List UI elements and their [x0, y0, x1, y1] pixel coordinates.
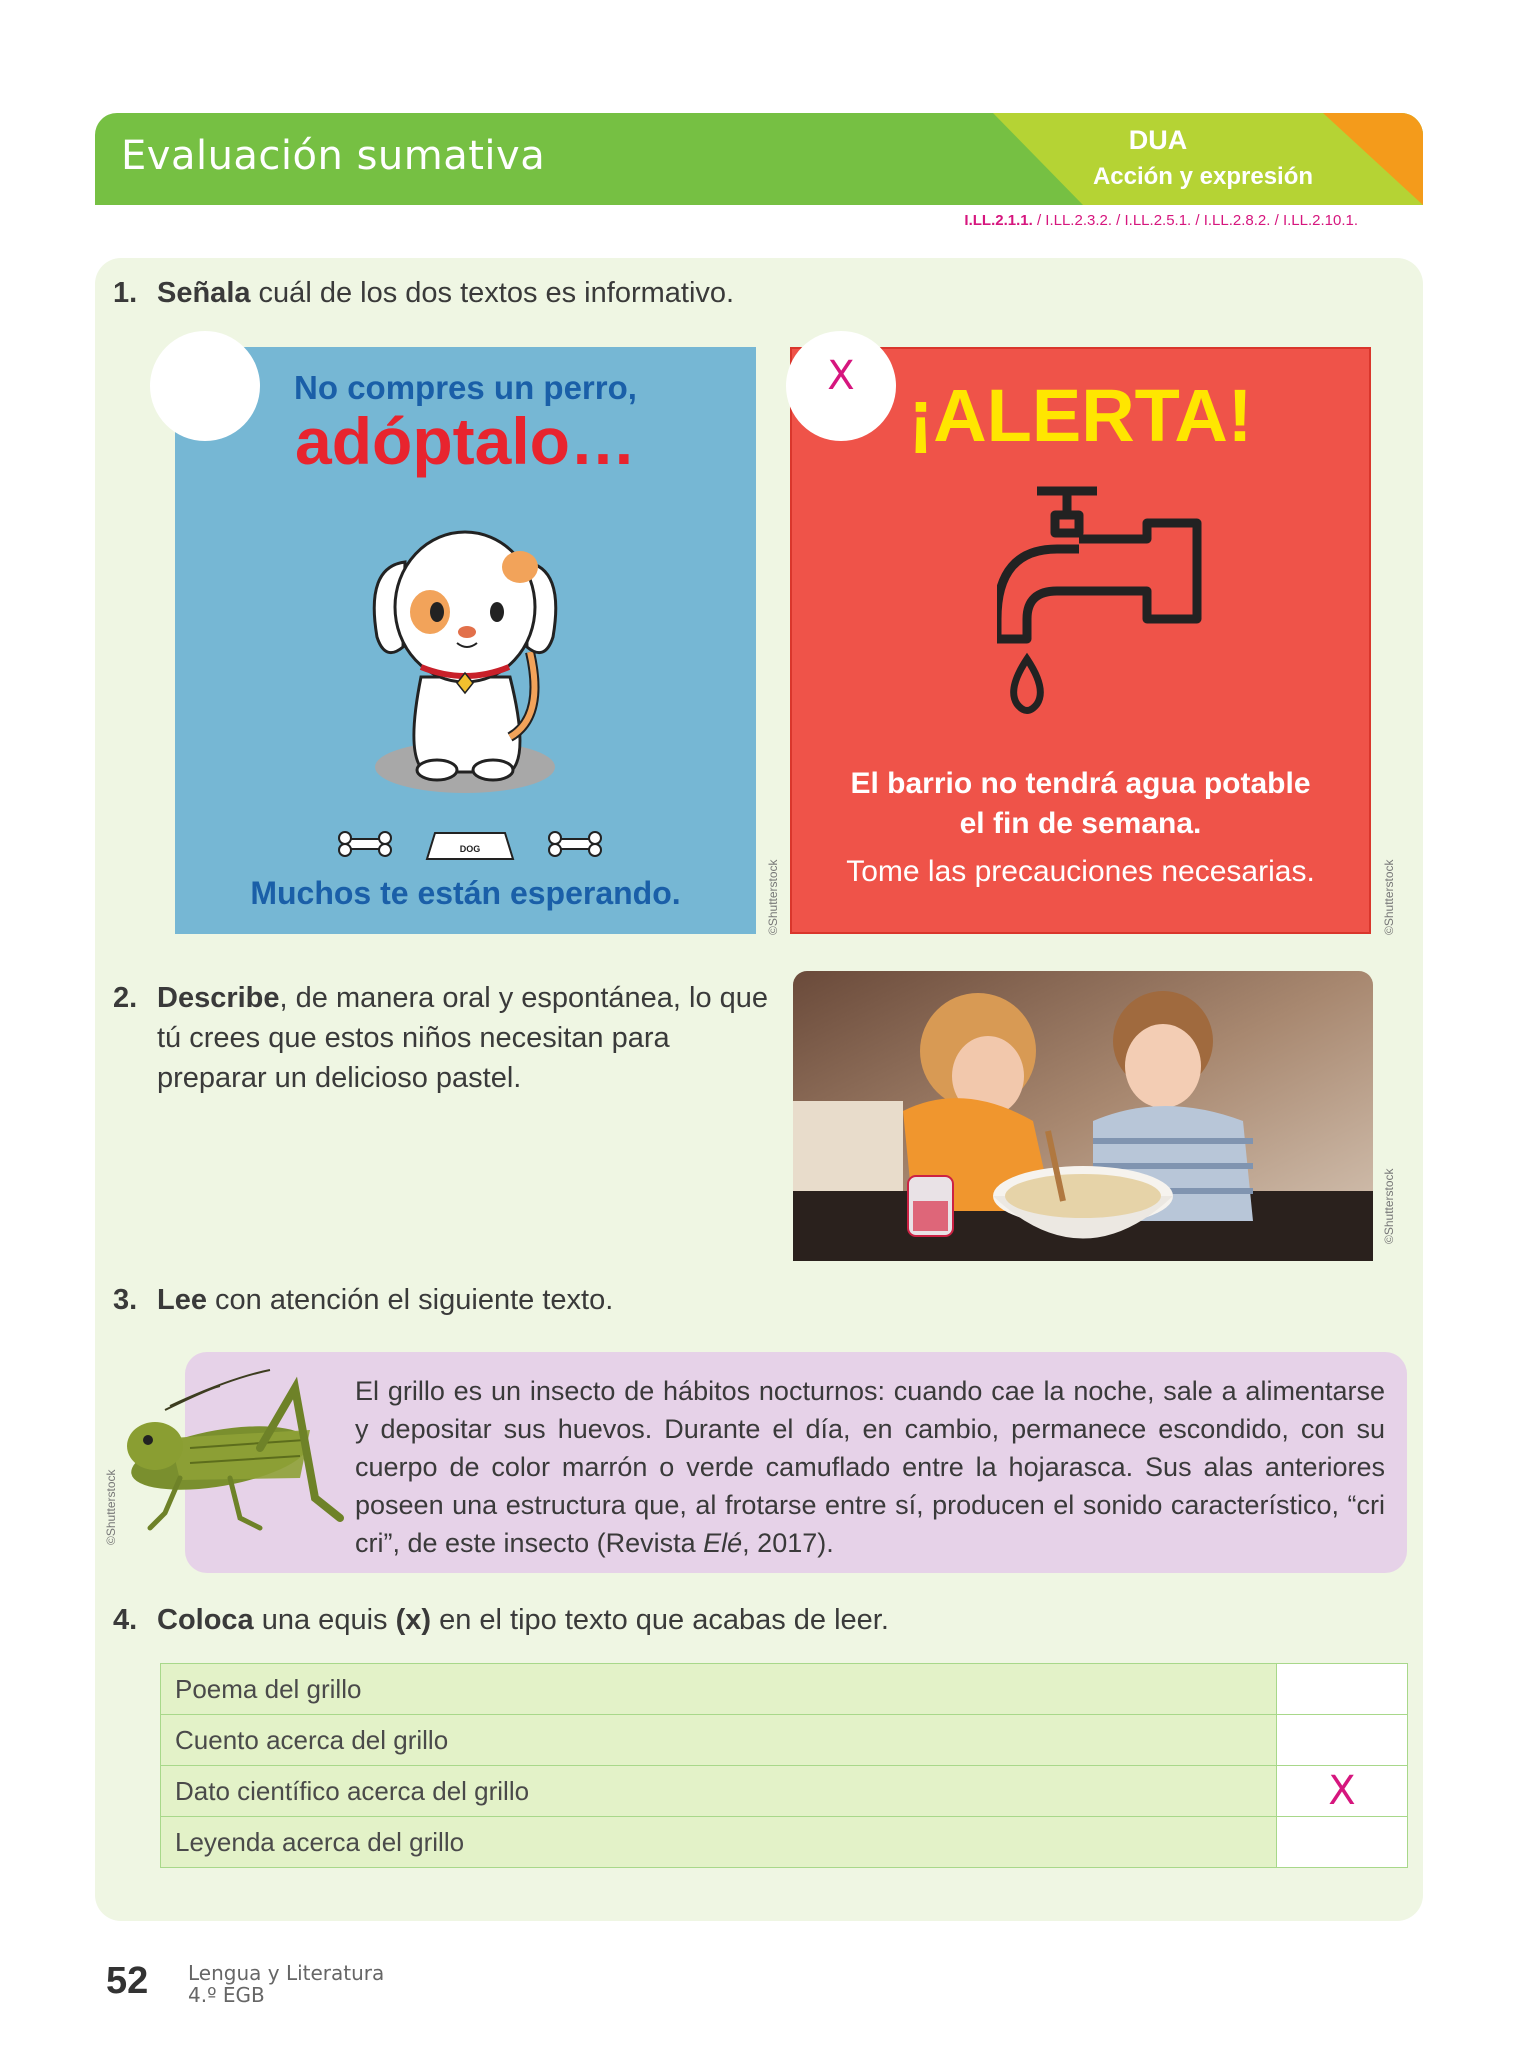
faucet-icon: [997, 479, 1207, 719]
question-1: [113, 273, 734, 313]
question-text: cuál de los dos textos es informativo.: [250, 277, 735, 309]
magazine-name: Elé: [703, 1528, 743, 1558]
indicator-rest: / I.LL.2.3.2. / I.LL.2.5.1. / I.LL.2.8.2. / I.LL.2.10.1.: [1032, 212, 1358, 229]
answer-cell[interactable]: [1276, 1664, 1407, 1715]
answer-mark: X: [827, 353, 855, 399]
indicator-main: I.LL.2.1.1.: [964, 212, 1033, 229]
subject-name: Lengua y Literatura: [188, 1961, 385, 1985]
question-4: [113, 1600, 889, 1640]
option-label: Poema del grillo: [161, 1664, 1277, 1715]
puppy-illustration: [325, 487, 605, 867]
question-text-bold: (x): [395, 1604, 432, 1636]
question-text: una equis: [253, 1604, 396, 1636]
text-type-table: [160, 1663, 1408, 1868]
answer-cell[interactable]: [1276, 1715, 1407, 1766]
question-verb: Señala: [157, 277, 251, 309]
alert-line-3: Tome las precauciones necesarias.: [846, 855, 1315, 888]
alert-line-1: El barrio no tendrá agua potable: [850, 767, 1311, 800]
dua-label: DUA: [1128, 125, 1188, 155]
option-label: Leyenda acerca del grillo: [161, 1817, 1277, 1868]
question-verb: Lee: [157, 1284, 207, 1316]
adoption-poster: [175, 347, 756, 934]
answer-circle-poster-2[interactable]: [786, 331, 896, 441]
reading-text-end: , 2017).: [742, 1528, 834, 1558]
question-verb: Coloca: [157, 1604, 254, 1636]
answer-cell[interactable]: [1276, 1817, 1407, 1868]
reading-text-main: El grillo es un insecto de hábitos nocturnos: cuando cae la noche, sale a alimentarse y depositar sus huevos. Durante el día, en cambio, permanece escondido, con su cuerpo de color marrón o verde camuflado entre la hojarasca. Sus alas anteriores poseen una estructura que, al frotarse entre sí, producen el sonido característico, “cri cri”, de este insecto (Revista: [355, 1376, 1385, 1558]
table-row: [161, 1664, 1408, 1715]
poster-headline: adóptalo…: [295, 404, 636, 478]
question-verb: Describe: [157, 982, 280, 1014]
answer-mark: X: [1328, 1768, 1356, 1814]
question-number: 3.: [113, 1284, 138, 1316]
bowl-label: DOG: [459, 844, 481, 854]
question-number: 1.: [113, 277, 138, 309]
section-header: [95, 113, 1423, 205]
table-row: [161, 1766, 1408, 1817]
option-label: Dato científico acerca del grillo: [161, 1766, 1277, 1817]
question-3: [113, 1280, 613, 1320]
alert-title: ¡ALERTA!: [908, 374, 1253, 457]
reading-text: [355, 1372, 1385, 1562]
question-text-end: en el tipo texto que acabas de leer.: [431, 1604, 889, 1636]
children-baking-photo: [793, 971, 1373, 1261]
reading-box: [185, 1352, 1407, 1573]
cricket-illustration: [110, 1368, 345, 1538]
question-text: con atención el siguiente texto.: [206, 1284, 614, 1316]
question-number: 4.: [113, 1604, 138, 1636]
question-2: [113, 978, 773, 1098]
bones-and-bowl: [335, 825, 605, 865]
dua-subtitle: Acción y expresión: [1092, 163, 1314, 190]
poster-top-line: No compres un perro,: [294, 369, 637, 406]
poster-bottom-line: Muchos te están esperando.: [250, 875, 681, 911]
indicator-codes: [964, 212, 1358, 229]
alert-line-2: el fin de semana.: [959, 807, 1202, 840]
grade-level: 4.º EGB: [188, 1983, 265, 2007]
table-row: [161, 1817, 1408, 1868]
page-number: 52: [106, 1960, 149, 2002]
option-label: Cuento acerca del grillo: [161, 1715, 1277, 1766]
photo-credit: ©Shutterstock: [1382, 859, 1396, 935]
footer-subject: [188, 1962, 384, 2006]
photo-credit: ©Shutterstock: [766, 859, 780, 935]
water-alert-poster: [790, 347, 1371, 934]
question-number: 2.: [113, 982, 138, 1014]
alert-message: [792, 764, 1369, 844]
section-title: Evaluación sumativa: [121, 133, 546, 179]
question-text: , de manera oral y espontánea, lo que tú crees que estos niños necesitan para preparar un delicioso pastel.: [157, 982, 769, 1094]
photo-credit: ©Shutterstock: [1382, 1168, 1396, 1244]
photo-credit: ©Shutterstock: [104, 1469, 118, 1545]
answer-cell[interactable]: [1276, 1766, 1407, 1817]
answer-circle-poster-1[interactable]: [150, 331, 260, 441]
table-row: [161, 1715, 1408, 1766]
